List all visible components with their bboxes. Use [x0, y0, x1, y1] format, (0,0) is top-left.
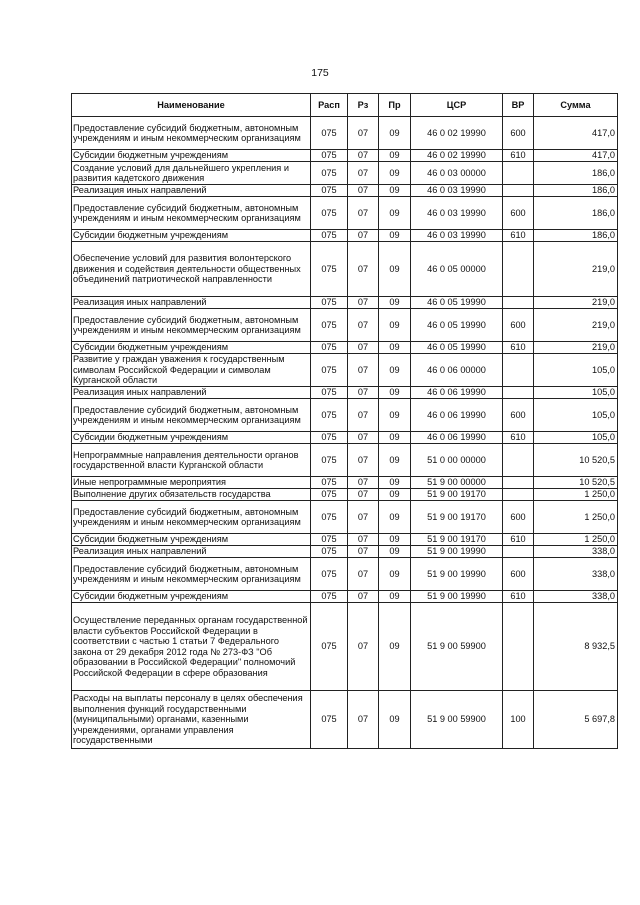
cell-rasp: 075 [311, 501, 348, 534]
cell-rasp: 075 [311, 591, 348, 603]
cell-rz: 07 [348, 150, 379, 162]
cell-name: Выполнение других обязательств государства [72, 489, 311, 501]
cell-vr: 610 [503, 342, 534, 354]
cell-pr: 09 [379, 150, 411, 162]
cell-name: Развитие у граждан уважения к государственным символам Российской Федерации и символам Курганской области [72, 354, 311, 387]
cell-vr [503, 546, 534, 558]
table-row [72, 603, 618, 691]
table-row [72, 162, 618, 185]
cell-rasp: 075 [311, 477, 348, 489]
cell-pr: 09 [379, 342, 411, 354]
cell-rasp: 075 [311, 297, 348, 309]
cell-sum: 105,0 [534, 387, 618, 399]
table-row [72, 309, 618, 342]
cell-rz: 07 [348, 117, 379, 150]
cell-csr: 46 0 05 19990 [411, 297, 503, 309]
cell-sum: 338,0 [534, 591, 618, 603]
table-row [72, 444, 618, 477]
table-row [72, 197, 618, 230]
cell-csr: 51 9 00 59900 [411, 603, 503, 691]
cell-pr: 09 [379, 546, 411, 558]
cell-vr: 610 [503, 150, 534, 162]
cell-rz: 07 [348, 387, 379, 399]
header-csr: ЦСР [411, 94, 503, 117]
table-row [72, 117, 618, 150]
cell-pr: 09 [379, 432, 411, 444]
cell-rz: 07 [348, 534, 379, 546]
cell-rz: 07 [348, 489, 379, 501]
cell-rasp: 075 [311, 489, 348, 501]
cell-csr: 51 9 00 19170 [411, 534, 503, 546]
cell-csr: 46 0 06 19990 [411, 432, 503, 444]
cell-rasp: 075 [311, 242, 348, 297]
cell-name: Реализация иных направлений [72, 387, 311, 399]
cell-vr: 600 [503, 501, 534, 534]
cell-sum: 105,0 [534, 354, 618, 387]
cell-rasp: 075 [311, 399, 348, 432]
cell-rasp: 075 [311, 197, 348, 230]
cell-csr: 46 0 03 00000 [411, 162, 503, 185]
cell-rz: 07 [348, 691, 379, 749]
table-row [72, 501, 618, 534]
cell-name: Иные непрограммные мероприятия [72, 477, 311, 489]
cell-sum: 10 520,5 [534, 477, 618, 489]
cell-name: Предоставление субсидий бюджетным, автономным учреждениям и иным некоммерческим организациям [72, 399, 311, 432]
cell-name: Предоставление субсидий бюджетным, автономным учреждениям и иным некоммерческим организациям [72, 197, 311, 230]
cell-rz: 07 [348, 432, 379, 444]
cell-csr: 46 0 06 19990 [411, 387, 503, 399]
cell-pr: 09 [379, 197, 411, 230]
cell-vr [503, 242, 534, 297]
table-row [72, 489, 618, 501]
table-row [72, 546, 618, 558]
cell-name: Создание условий для дальнейшего укрепления и развития кадетского движения [72, 162, 311, 185]
cell-pr: 09 [379, 591, 411, 603]
cell-sum: 8 932,5 [534, 603, 618, 691]
header-rasp: Расп [311, 94, 348, 117]
cell-rz: 07 [348, 230, 379, 242]
header-sum: Сумма [534, 94, 618, 117]
cell-vr [503, 603, 534, 691]
table-row [72, 354, 618, 387]
cell-pr: 09 [379, 399, 411, 432]
cell-name: Предоставление субсидий бюджетным, автономным учреждениям и иным некоммерческим организациям [72, 558, 311, 591]
cell-rz: 07 [348, 501, 379, 534]
cell-sum: 219,0 [534, 242, 618, 297]
cell-csr: 46 0 06 19990 [411, 399, 503, 432]
cell-name: Расходы на выплаты персоналу в целях обеспечения выполнения функций государственными (муниципальными) органами, казенными учреждениями, органами управления государственными [72, 691, 311, 749]
cell-rz: 07 [348, 546, 379, 558]
cell-pr: 09 [379, 444, 411, 477]
cell-rasp: 075 [311, 432, 348, 444]
cell-name: Реализация иных направлений [72, 546, 311, 558]
cell-csr: 46 0 03 19990 [411, 185, 503, 197]
cell-csr: 46 0 03 19990 [411, 197, 503, 230]
cell-pr: 09 [379, 309, 411, 342]
cell-sum: 219,0 [534, 309, 618, 342]
cell-sum: 105,0 [534, 432, 618, 444]
cell-pr: 09 [379, 387, 411, 399]
cell-rz: 07 [348, 162, 379, 185]
cell-sum: 186,0 [534, 185, 618, 197]
table-row [72, 297, 618, 309]
cell-vr: 600 [503, 558, 534, 591]
cell-csr: 46 0 05 00000 [411, 242, 503, 297]
page-number: 175 [311, 67, 329, 79]
cell-sum: 10 520,5 [534, 444, 618, 477]
cell-sum: 338,0 [534, 558, 618, 591]
cell-rasp: 075 [311, 150, 348, 162]
table-header-row [72, 94, 618, 117]
cell-vr: 600 [503, 117, 534, 150]
cell-pr: 09 [379, 230, 411, 242]
cell-rasp: 075 [311, 162, 348, 185]
table-row [72, 477, 618, 489]
cell-name: Реализация иных направлений [72, 185, 311, 197]
table-row [72, 387, 618, 399]
cell-csr: 46 0 05 19990 [411, 342, 503, 354]
cell-sum: 105,0 [534, 399, 618, 432]
cell-vr: 600 [503, 197, 534, 230]
cell-rz: 07 [348, 342, 379, 354]
cell-rasp: 075 [311, 546, 348, 558]
cell-sum: 186,0 [534, 162, 618, 185]
cell-rasp: 075 [311, 558, 348, 591]
cell-rasp: 075 [311, 354, 348, 387]
cell-pr: 09 [379, 489, 411, 501]
cell-rz: 07 [348, 477, 379, 489]
table-row [72, 399, 618, 432]
cell-rz: 07 [348, 591, 379, 603]
cell-name: Субсидии бюджетным учреждениям [72, 150, 311, 162]
cell-pr: 09 [379, 242, 411, 297]
cell-vr [503, 444, 534, 477]
cell-name: Обеспечение условий для развития волонтерского движения и содействия деятельности общественных объединений патриотической направленности [72, 242, 311, 297]
cell-sum: 1 250,0 [534, 489, 618, 501]
cell-pr: 09 [379, 691, 411, 749]
cell-pr: 09 [379, 501, 411, 534]
table-row [72, 432, 618, 444]
cell-rasp: 075 [311, 691, 348, 749]
table-row [72, 242, 618, 297]
cell-csr: 46 0 03 19990 [411, 230, 503, 242]
cell-csr: 46 0 06 00000 [411, 354, 503, 387]
cell-pr: 09 [379, 117, 411, 150]
table-row [72, 342, 618, 354]
cell-pr: 09 [379, 185, 411, 197]
cell-name: Субсидии бюджетным учреждениям [72, 342, 311, 354]
cell-rasp: 075 [311, 603, 348, 691]
header-name: Наименование [72, 94, 311, 117]
cell-sum: 417,0 [534, 150, 618, 162]
cell-rasp: 075 [311, 230, 348, 242]
cell-sum: 186,0 [534, 197, 618, 230]
cell-name: Субсидии бюджетным учреждениям [72, 230, 311, 242]
cell-rz: 07 [348, 354, 379, 387]
cell-rasp: 075 [311, 387, 348, 399]
cell-rz: 07 [348, 309, 379, 342]
cell-sum: 1 250,0 [534, 534, 618, 546]
cell-vr [503, 185, 534, 197]
cell-vr: 610 [503, 591, 534, 603]
cell-csr: 46 0 02 19990 [411, 117, 503, 150]
cell-vr: 610 [503, 230, 534, 242]
cell-pr: 09 [379, 558, 411, 591]
cell-vr [503, 162, 534, 185]
cell-name: Предоставление субсидий бюджетным, автономным учреждениям и иным некоммерческим организациям [72, 117, 311, 150]
cell-sum: 219,0 [534, 297, 618, 309]
table-row [72, 558, 618, 591]
cell-vr: 610 [503, 534, 534, 546]
table-row [72, 591, 618, 603]
cell-vr [503, 387, 534, 399]
cell-rasp: 075 [311, 185, 348, 197]
cell-sum: 219,0 [534, 342, 618, 354]
header-pr: Пр [379, 94, 411, 117]
cell-csr: 51 9 00 59900 [411, 691, 503, 749]
cell-rz: 07 [348, 399, 379, 432]
cell-csr: 51 9 00 00000 [411, 477, 503, 489]
cell-vr: 610 [503, 432, 534, 444]
cell-rasp: 075 [311, 342, 348, 354]
cell-rz: 07 [348, 558, 379, 591]
cell-csr: 51 9 00 19990 [411, 558, 503, 591]
cell-name: Субсидии бюджетным учреждениям [72, 591, 311, 603]
cell-pr: 09 [379, 162, 411, 185]
cell-vr [503, 489, 534, 501]
cell-vr: 600 [503, 309, 534, 342]
cell-csr: 46 0 05 19990 [411, 309, 503, 342]
cell-pr: 09 [379, 297, 411, 309]
cell-vr: 100 [503, 691, 534, 749]
cell-name: Субсидии бюджетным учреждениям [72, 534, 311, 546]
cell-rasp: 075 [311, 444, 348, 477]
cell-vr [503, 354, 534, 387]
budget-table [71, 93, 618, 749]
table-row [72, 150, 618, 162]
cell-pr: 09 [379, 603, 411, 691]
table-row [72, 185, 618, 197]
header-rz: Рз [348, 94, 379, 117]
table-row [72, 691, 618, 749]
cell-csr: 46 0 02 19990 [411, 150, 503, 162]
table-row [72, 230, 618, 242]
cell-rz: 07 [348, 444, 379, 477]
cell-pr: 09 [379, 477, 411, 489]
cell-vr [503, 297, 534, 309]
cell-rasp: 075 [311, 309, 348, 342]
cell-name: Предоставление субсидий бюджетным, автономным учреждениям и иным некоммерческим организациям [72, 501, 311, 534]
cell-rz: 07 [348, 197, 379, 230]
cell-rasp: 075 [311, 117, 348, 150]
cell-csr: 51 9 00 19170 [411, 501, 503, 534]
cell-vr: 600 [503, 399, 534, 432]
cell-rz: 07 [348, 185, 379, 197]
cell-name: Субсидии бюджетным учреждениям [72, 432, 311, 444]
cell-rz: 07 [348, 297, 379, 309]
cell-sum: 1 250,0 [534, 501, 618, 534]
cell-name: Непрограммные направления деятельности органов государственной власти Курганской области [72, 444, 311, 477]
header-vr: ВР [503, 94, 534, 117]
cell-csr: 51 0 00 00000 [411, 444, 503, 477]
cell-csr: 51 9 00 19170 [411, 489, 503, 501]
cell-sum: 417,0 [534, 117, 618, 150]
cell-sum: 5 697,8 [534, 691, 618, 749]
cell-name: Реализация иных направлений [72, 297, 311, 309]
cell-csr: 51 9 00 19990 [411, 546, 503, 558]
cell-pr: 09 [379, 354, 411, 387]
cell-rz: 07 [348, 603, 379, 691]
cell-vr [503, 477, 534, 489]
cell-pr: 09 [379, 534, 411, 546]
cell-name: Осуществление переданных органам государственной власти субъектов Российской Федерации в соответствии с частью 1 статьи 7 Федерального закона от 29 декабря 2012 года № 273-ФЗ "Об образовании в Российской Федерации" полномочий Российской Федерации в сфере образования [72, 603, 311, 691]
cell-sum: 338,0 [534, 546, 618, 558]
cell-rz: 07 [348, 242, 379, 297]
cell-name: Предоставление субсидий бюджетным, автономным учреждениям и иным некоммерческим организациям [72, 309, 311, 342]
cell-rasp: 075 [311, 534, 348, 546]
cell-csr: 51 9 00 19990 [411, 591, 503, 603]
table-row [72, 534, 618, 546]
cell-sum: 186,0 [534, 230, 618, 242]
